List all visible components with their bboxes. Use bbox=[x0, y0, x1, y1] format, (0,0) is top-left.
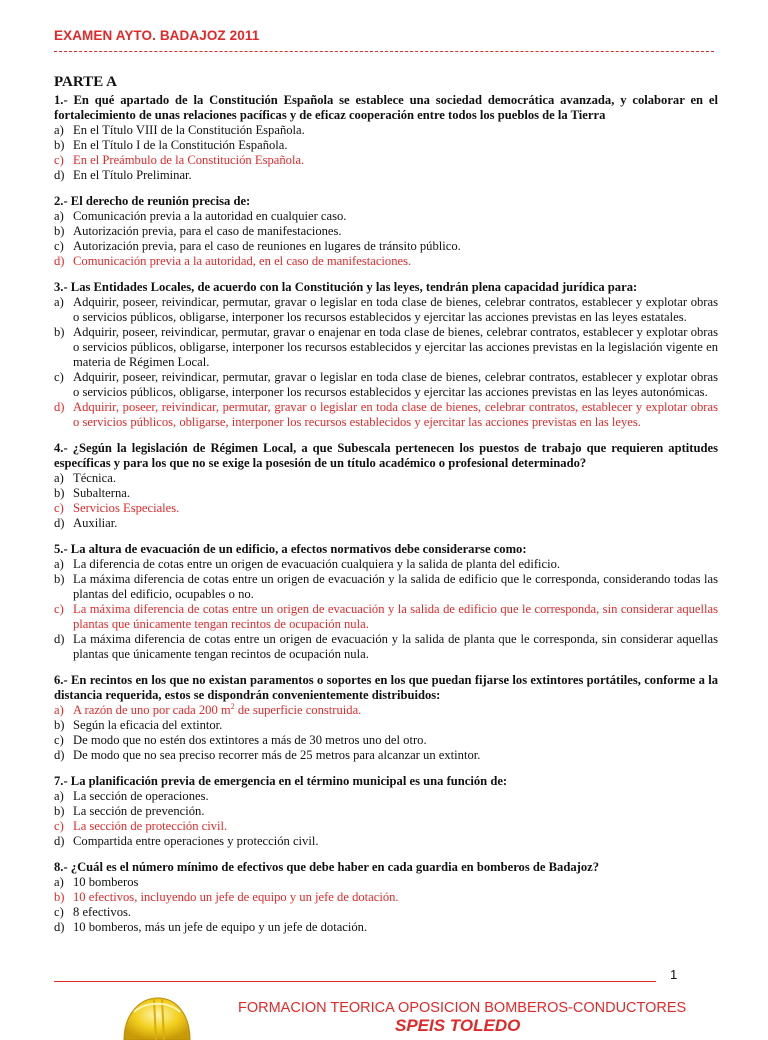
option-text-part: de superficie construida. bbox=[234, 703, 362, 717]
answer-option bbox=[54, 905, 718, 920]
question-text: 4.- ¿Según la legislación de Régimen Local, a que Subescala pertenecen los puestos de trabajo que requieren aptitudes específicas y para los que no se exige la posesión de un título académico o profesional determinado? bbox=[54, 441, 718, 470]
answer-option bbox=[54, 224, 718, 239]
answer-option-correct bbox=[54, 153, 718, 168]
option-text: Auxiliar. bbox=[73, 516, 118, 530]
superscript: 2 bbox=[230, 701, 235, 711]
answer-option bbox=[54, 168, 718, 183]
answer-option bbox=[54, 209, 718, 224]
option-letter: b) bbox=[54, 890, 65, 904]
option-text: 10 bomberos bbox=[73, 875, 139, 889]
answer-option bbox=[54, 370, 718, 400]
option-text bbox=[73, 703, 718, 718]
option-text: La máxima diferencia de cotas entre un origen de evacuación y la salida de planta que le corresponda, sin considerar aquellas plantas que únicamente tengan recintos de ocupación nula. bbox=[73, 632, 718, 661]
answer-option bbox=[54, 471, 718, 486]
option-text: Autorización previa, para el caso de manifestaciones. bbox=[73, 224, 342, 238]
option-text: Adquirir, poseer, reivindicar, permutar, gravar o legislar en toda clase de bienes, celebrar contratos, establecer y explotar obras o servicios públicos, obligarse, interponer los recursos establecidos y ejercitar las acciones previstas en las leyes. bbox=[73, 400, 718, 429]
footer-org-name: SPEIS TOLEDO bbox=[395, 1016, 521, 1035]
option-text-part: A razón de uno por cada 200 m bbox=[73, 703, 231, 717]
helmet-logo-icon bbox=[118, 990, 194, 1040]
option-text: 10 bomberos, más un jefe de equipo y un jefe de dotación. bbox=[73, 920, 368, 934]
option-text: Autorización previa, para el caso de reuniones en lugares de tránsito público. bbox=[73, 239, 461, 253]
option-letter: b) bbox=[54, 138, 65, 152]
option-letter: d) bbox=[54, 748, 65, 762]
answer-option bbox=[54, 875, 718, 890]
option-letter: b) bbox=[54, 718, 65, 732]
option-letter: c) bbox=[54, 602, 64, 616]
option-text: La diferencia de cotas entre un origen de evacuación cualquiera y la salida de planta del edificio. bbox=[73, 557, 561, 571]
option-letter: a) bbox=[54, 471, 64, 485]
section-title: PARTE A bbox=[54, 74, 117, 90]
question-list bbox=[54, 93, 718, 935]
option-letter: b) bbox=[54, 572, 65, 586]
answer-option bbox=[54, 239, 718, 254]
option-letter: d) bbox=[54, 834, 65, 848]
option-text: Subalterna. bbox=[73, 486, 131, 500]
exam-title: EXAMEN AYTO. BADAJOZ 2011 bbox=[54, 28, 260, 43]
answer-option bbox=[54, 516, 718, 531]
answer-option bbox=[54, 325, 718, 370]
option-letter: a) bbox=[54, 703, 64, 717]
question-1 bbox=[54, 93, 718, 183]
page-number: 1 bbox=[670, 967, 678, 982]
question-3 bbox=[54, 280, 718, 430]
option-text: Técnica. bbox=[73, 471, 116, 485]
question-text: 1.- En qué apartado de la Constitución Española se establece una sociedad democrática avanzada, y colaborar en el fortalecimiento de unas relaciones pacíficas y de eficaz cooperación entre todos los pueblos de la Tierra bbox=[54, 93, 718, 122]
answer-option bbox=[54, 486, 718, 501]
answer-option bbox=[54, 733, 718, 748]
footer-divider bbox=[54, 981, 656, 982]
header-divider bbox=[54, 51, 714, 52]
option-letter: d) bbox=[54, 168, 65, 182]
answer-option-correct bbox=[54, 703, 718, 718]
option-text: De modo que no estén dos extintores a más de 30 metros uno del otro. bbox=[73, 733, 427, 747]
option-text: Adquirir, poseer, reivindicar, permutar, gravar o enajenar en toda clase de bienes, celebrar contratos, establecer y explotar obras o servicios públicos, obligarse, interponer los recursos establecidos y ejercitar las acciones previstas en la legislación vigente en materia de Régimen Local. bbox=[73, 325, 718, 369]
option-letter: a) bbox=[54, 295, 64, 309]
answer-option bbox=[54, 718, 718, 733]
option-text: La máxima diferencia de cotas entre un origen de evacuación y la salida de edificio que le corresponda, considerando todas las plantas del edificio, ocupables o no. bbox=[73, 572, 718, 601]
option-letter: c) bbox=[54, 819, 64, 833]
option-text: Servicios Especiales. bbox=[73, 501, 180, 515]
answer-option-correct bbox=[54, 890, 718, 905]
option-text: En el Título I de la Constitución Española. bbox=[73, 138, 288, 152]
answer-option bbox=[54, 572, 718, 602]
answer-option bbox=[54, 804, 718, 819]
option-text: Comunicación previa a la autoridad, en el caso de manifestaciones. bbox=[73, 254, 412, 268]
option-letter: d) bbox=[54, 632, 65, 646]
footer-course-text: FORMACION TEORICA OPOSICION BOMBEROS-CONDUCTORES bbox=[238, 1000, 687, 1016]
answer-option bbox=[54, 834, 718, 849]
question-5 bbox=[54, 542, 718, 662]
question-8 bbox=[54, 860, 718, 935]
option-letter: b) bbox=[54, 804, 65, 818]
option-letter: c) bbox=[54, 905, 64, 919]
question-text: 2.- El derecho de reunión precisa de: bbox=[54, 194, 251, 208]
option-letter: a) bbox=[54, 209, 64, 223]
answer-option bbox=[54, 789, 718, 804]
answer-option-correct bbox=[54, 819, 718, 834]
question-text: 7.- La planificación previa de emergencia en el término municipal es una función de: bbox=[54, 774, 508, 788]
answer-option bbox=[54, 138, 718, 153]
option-letter: d) bbox=[54, 920, 65, 934]
option-letter: c) bbox=[54, 370, 64, 384]
question-text: 3.- Las Entidades Locales, de acuerdo con la Constitución y las leyes, tendrán plena capacidad jurídica para: bbox=[54, 280, 638, 294]
answer-option bbox=[54, 748, 718, 763]
question-4 bbox=[54, 441, 718, 531]
option-text: Según la eficacia del extintor. bbox=[73, 718, 223, 732]
option-text: En el Preámbulo de la Constitución Española. bbox=[73, 153, 305, 167]
answer-option bbox=[54, 557, 718, 572]
option-text: Adquirir, poseer, reivindicar, permutar, gravar o legislar en toda clase de bienes, celebrar contratos, establecer y explotar obras o servicios públicos, obligarse, interponer los recursos establecidos y ejercitar las acciones previstas en las leyes autonómicas. bbox=[73, 370, 718, 399]
option-letter: d) bbox=[54, 400, 65, 414]
option-letter: c) bbox=[54, 153, 64, 167]
question-6 bbox=[54, 673, 718, 763]
option-text: La máxima diferencia de cotas entre un origen de evacuación y la salida de edificio que le corresponda, sin considerar aquellas plantas que únicamente tengan recintos de ocupación nula. bbox=[73, 602, 718, 631]
option-letter: c) bbox=[54, 733, 64, 747]
option-text: En el Título Preliminar. bbox=[73, 168, 192, 182]
answer-option-correct bbox=[54, 400, 718, 430]
question-text: 8.- ¿Cuál es el número mínimo de efectivos que debe haber en cada guardia en bomberos de Badajoz? bbox=[54, 860, 600, 874]
answer-option-correct bbox=[54, 602, 718, 632]
answer-option-correct bbox=[54, 254, 718, 269]
option-text: La sección de operaciones. bbox=[73, 789, 209, 803]
option-text: Comunicación previa a la autoridad en cualquier caso. bbox=[73, 209, 347, 223]
exam-content bbox=[54, 74, 718, 946]
answer-option bbox=[54, 295, 718, 325]
option-text: En el Título VIII de la Constitución Española. bbox=[73, 123, 305, 137]
question-text: 5.- La altura de evacuación de un edificio, a efectos normativos debe considerarse como: bbox=[54, 542, 527, 556]
option-letter: b) bbox=[54, 224, 65, 238]
answer-option bbox=[54, 123, 718, 138]
option-letter: a) bbox=[54, 789, 64, 803]
option-text: La sección de protección civil. bbox=[73, 819, 228, 833]
answer-option bbox=[54, 632, 718, 662]
option-text: Compartida entre operaciones y protección civil. bbox=[73, 834, 319, 848]
question-7 bbox=[54, 774, 718, 849]
option-letter: b) bbox=[54, 325, 65, 339]
option-text: Adquirir, poseer, reivindicar, permutar, gravar o legislar en toda clase de bienes, celebrar contratos, establecer y explotar obras o servicios públicos, obligarse, interponer los recursos establecidos y ejercitar las acciones previstas en las leyes estatales. bbox=[73, 295, 718, 324]
option-letter: a) bbox=[54, 875, 64, 889]
option-letter: a) bbox=[54, 557, 64, 571]
question-text: 6.- En recintos en los que no existan paramentos o soportes en los que puedan fijarse los extintores portátiles, conforme a la distancia requerida, estos se dispondrán convenientemente distribuidos: bbox=[54, 673, 718, 702]
option-text: La sección de prevención. bbox=[73, 804, 205, 818]
option-text: 10 efectivos, incluyendo un jefe de equipo y un jefe de dotación. bbox=[73, 890, 399, 904]
question-2 bbox=[54, 194, 718, 269]
option-letter: a) bbox=[54, 123, 64, 137]
answer-option bbox=[54, 920, 718, 935]
option-letter: c) bbox=[54, 239, 64, 253]
option-text: 8 efectivos. bbox=[73, 905, 132, 919]
option-letter: d) bbox=[54, 254, 65, 268]
option-letter: c) bbox=[54, 501, 64, 515]
option-letter: d) bbox=[54, 516, 65, 530]
option-text: De modo que no sea preciso recorrer más de 25 metros para alcanzar un extintor. bbox=[73, 748, 481, 762]
option-letter: b) bbox=[54, 486, 65, 500]
answer-option-correct bbox=[54, 501, 718, 516]
